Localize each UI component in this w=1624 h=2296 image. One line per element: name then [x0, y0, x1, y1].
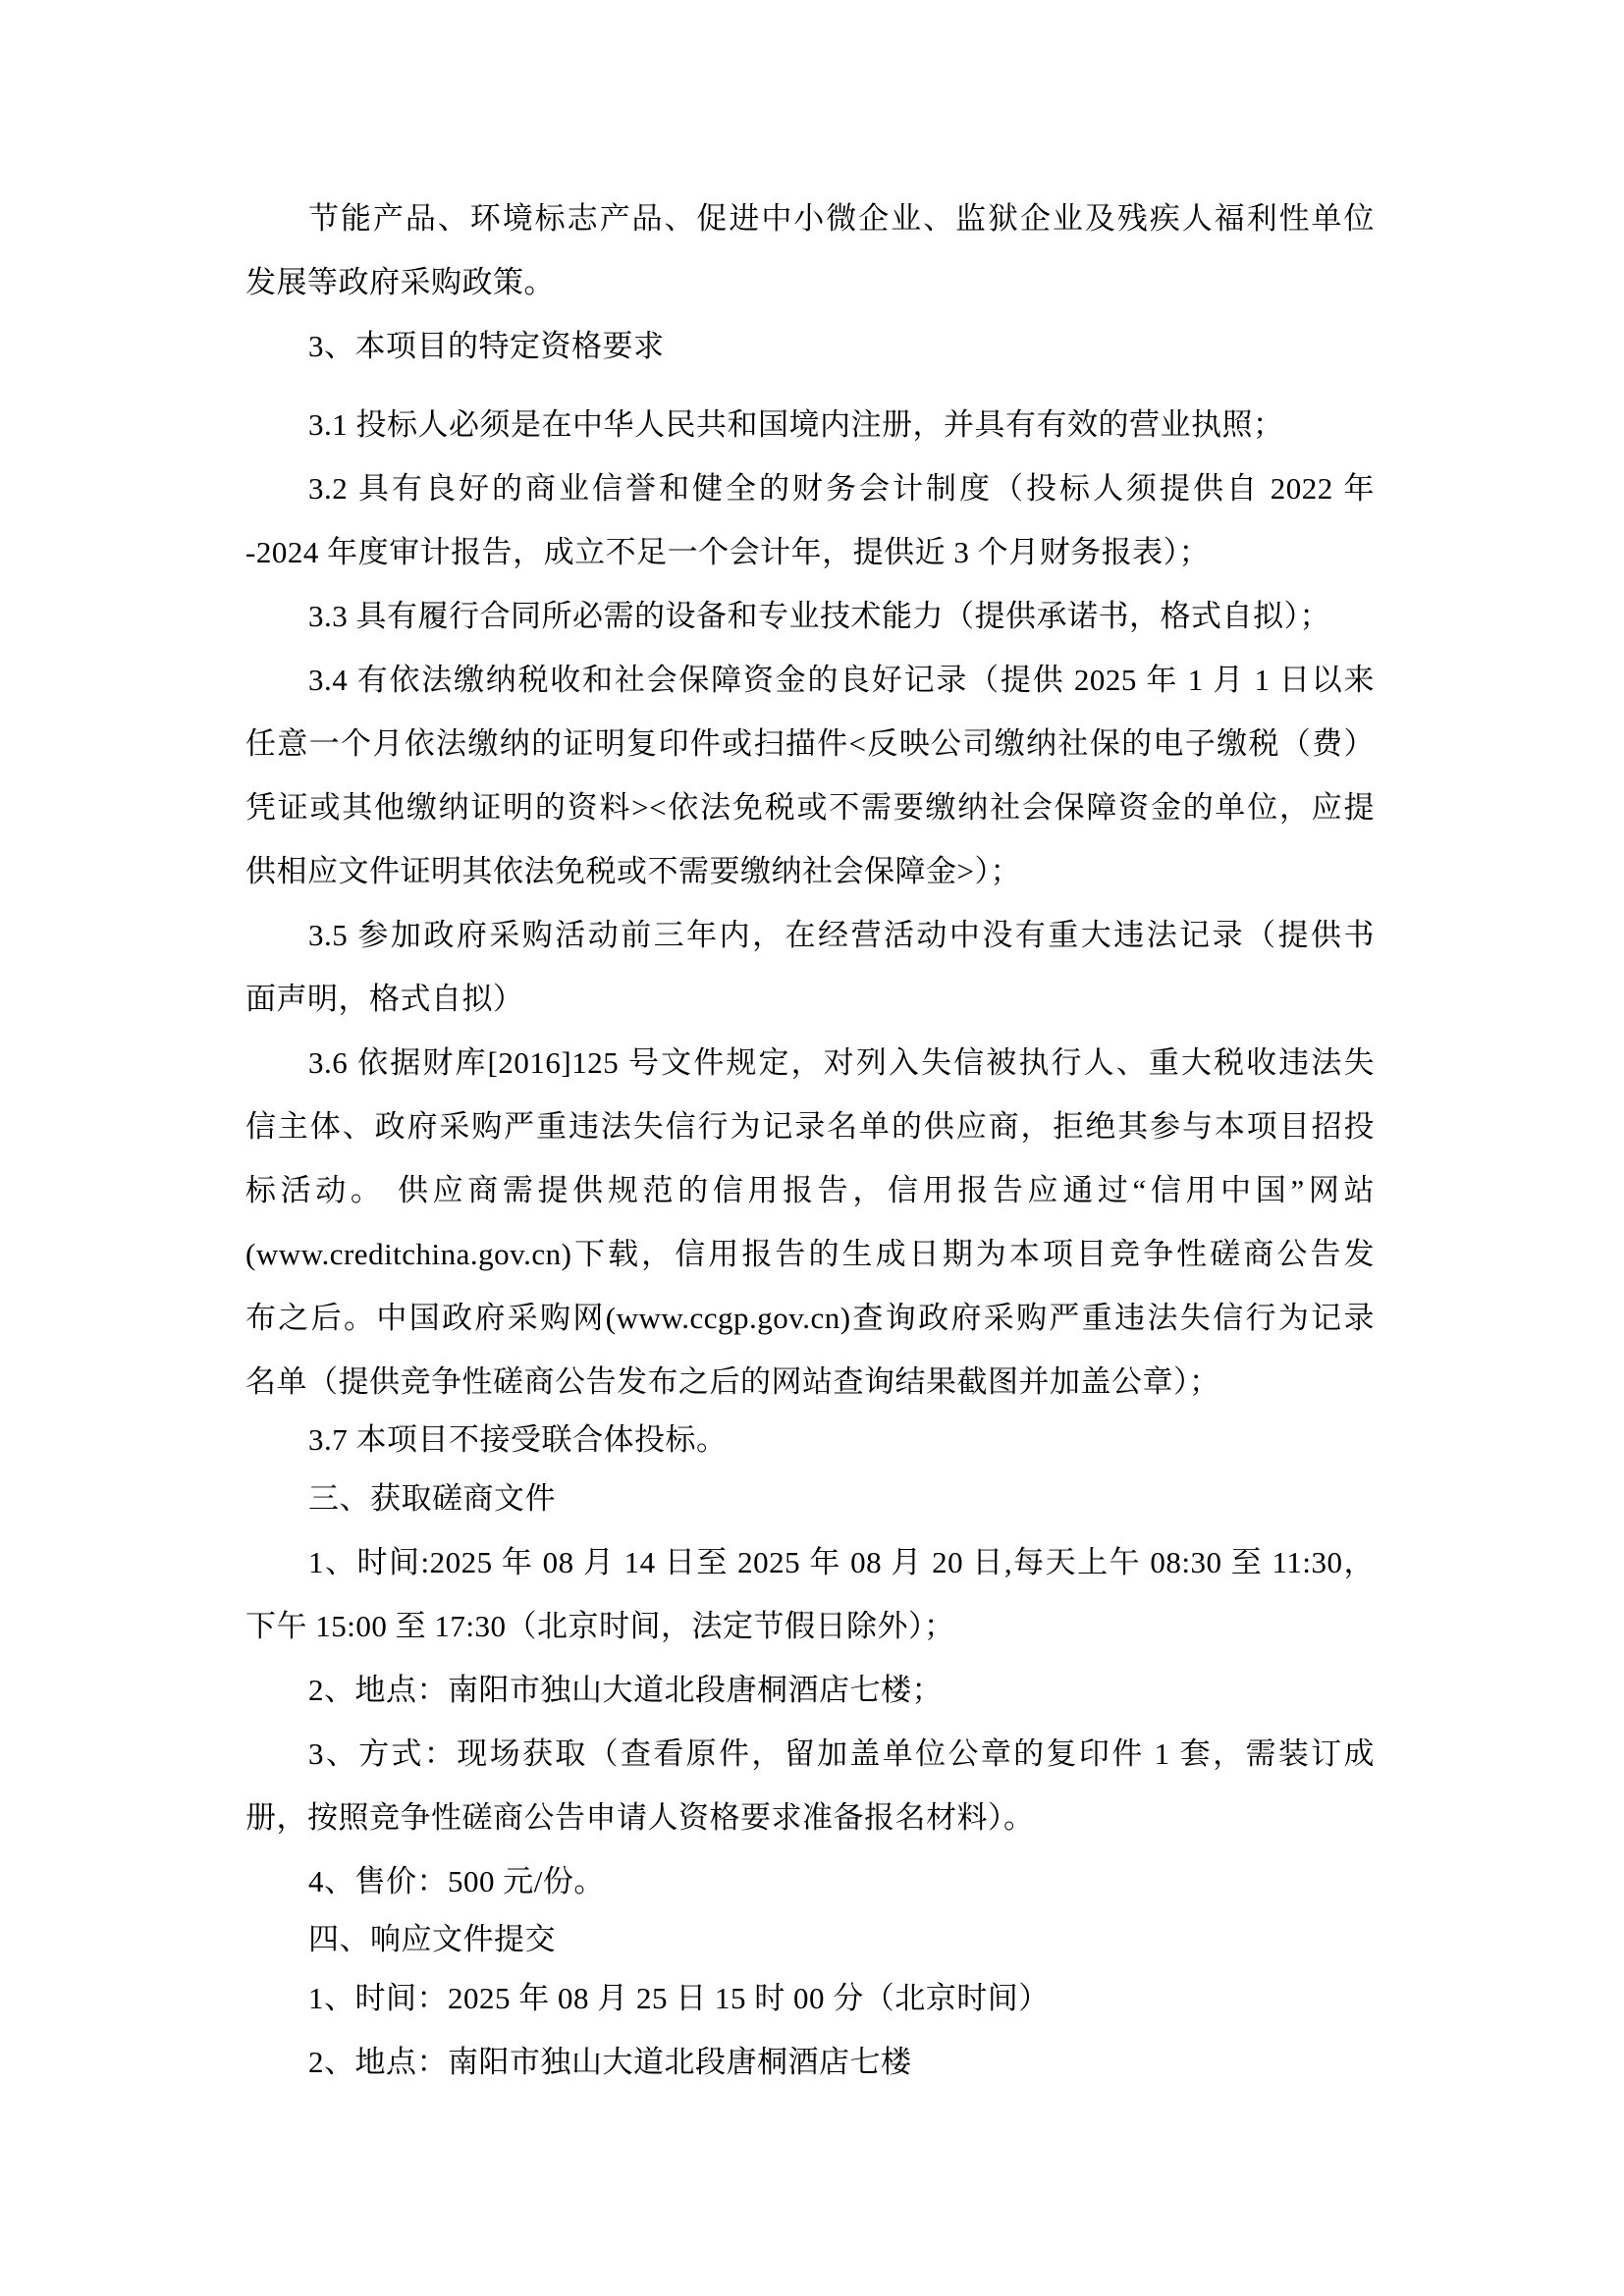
document-line: 4、售价：500 元/份。: [308, 1864, 605, 1898]
document-line: 3.5 参加政府采购活动前三年内，在经营活动中没有重大违法记录（提供书: [308, 918, 1375, 952]
document-line: 1、时间：2025 年 08 月 25 日 15 时 00 分（北京时间）: [308, 1981, 1050, 2015]
document-line: 四、响应文件提交: [308, 1922, 556, 1956]
document-line: 标活动。 供应商需提供规范的信用报告，信用报告应通过“信用中国”网站: [245, 1173, 1375, 1207]
document-line: 任意一个月依法缴纳的证明复印件或扫描件<反映公司缴纳社保的电子缴税（费）: [245, 726, 1375, 761]
document-line: 3.1 投标人必须是在中华人民共和国境内注册，并具有有效的营业执照；: [308, 407, 1284, 442]
document-line: 下午 15:00 至 17:30（北京时间，法定节假日除外）；: [245, 1609, 955, 1643]
document-line: 3.6 依据财库[2016]125 号文件规定，对列入失信被执行人、重大税收违法失: [308, 1045, 1375, 1080]
document-lines: [245, 187, 1375, 2094]
document-line: 供相应文件证明其依法免税或不需要缴纳社会保障金>）；: [245, 854, 1021, 888]
document-line: 三、获取磋商文件: [308, 1481, 556, 1516]
document-line: 3.7 本项目不接受联合体投标。: [308, 1422, 728, 1457]
document-line: 2、地点：南阳市独山大道北段唐桐酒店七楼；: [308, 1673, 943, 1707]
document-line: 节能产品、环境标志产品、促进中小微企业、监狱企业及残疾人福利性单位: [308, 201, 1375, 236]
document-line: 3.2 具有良好的商业信誉和健全的财务会计制度（投标人须提供自 2022 年: [308, 471, 1375, 506]
document-line: 发展等政府采购政策。: [245, 265, 555, 299]
document-line: 布之后。中国政府采购网(www.ccgp.gov.cn)查询政府采购严重违法失信行为记录: [245, 1301, 1375, 1335]
document-line: 3.4 有依法缴纳税收和社会保障资金的良好记录（提供 2025 年 1 月 1 日以来: [308, 663, 1375, 697]
document-line: 3、方式：现场获取（查看原件，留加盖单位公章的复印件 1 套，需装订成: [308, 1736, 1375, 1771]
document-line: 2、地点：南阳市独山大道北段唐桐酒店七楼: [308, 2045, 912, 2079]
document-line: 名单（提供竞争性磋商公告发布之后的网站查询结果截图并加盖公章）；: [245, 1364, 1220, 1399]
document-line: 面声明，格式自拟）: [245, 982, 524, 1016]
document-line: 1、时间:2025 年 08 月 14 日至 2025 年 08 月 20 日,每天上午 08:30 至 11:30，: [308, 1545, 1375, 1579]
document-line: (www.creditchina.gov.cn)下载，信用报告的生成日期为本项目竞争性磋商公告发: [245, 1237, 1375, 1271]
document-line: 凭证或其他缴纳证明的资料><依法免税或不需要缴纳社会保障资金的单位，应提: [245, 790, 1375, 825]
document-line: -2024 年度审计报告，成立不足一个会计年，提供近 3 个月财务报表）；: [245, 535, 1211, 569]
document-line: 3、本项目的特定资格要求: [308, 329, 665, 363]
document-line: 3.3 具有履行合同所必需的设备和专业技术能力（提供承诺书，格式自拟）；: [308, 599, 1330, 633]
document-line: 册，按照竞争性磋商公告申请人资格要求准备报名材料）。: [245, 1800, 1035, 1835]
document-line: 信主体、政府采购严重违法失信行为记录名单的供应商，拒绝其参与本项目招投: [245, 1109, 1375, 1144]
